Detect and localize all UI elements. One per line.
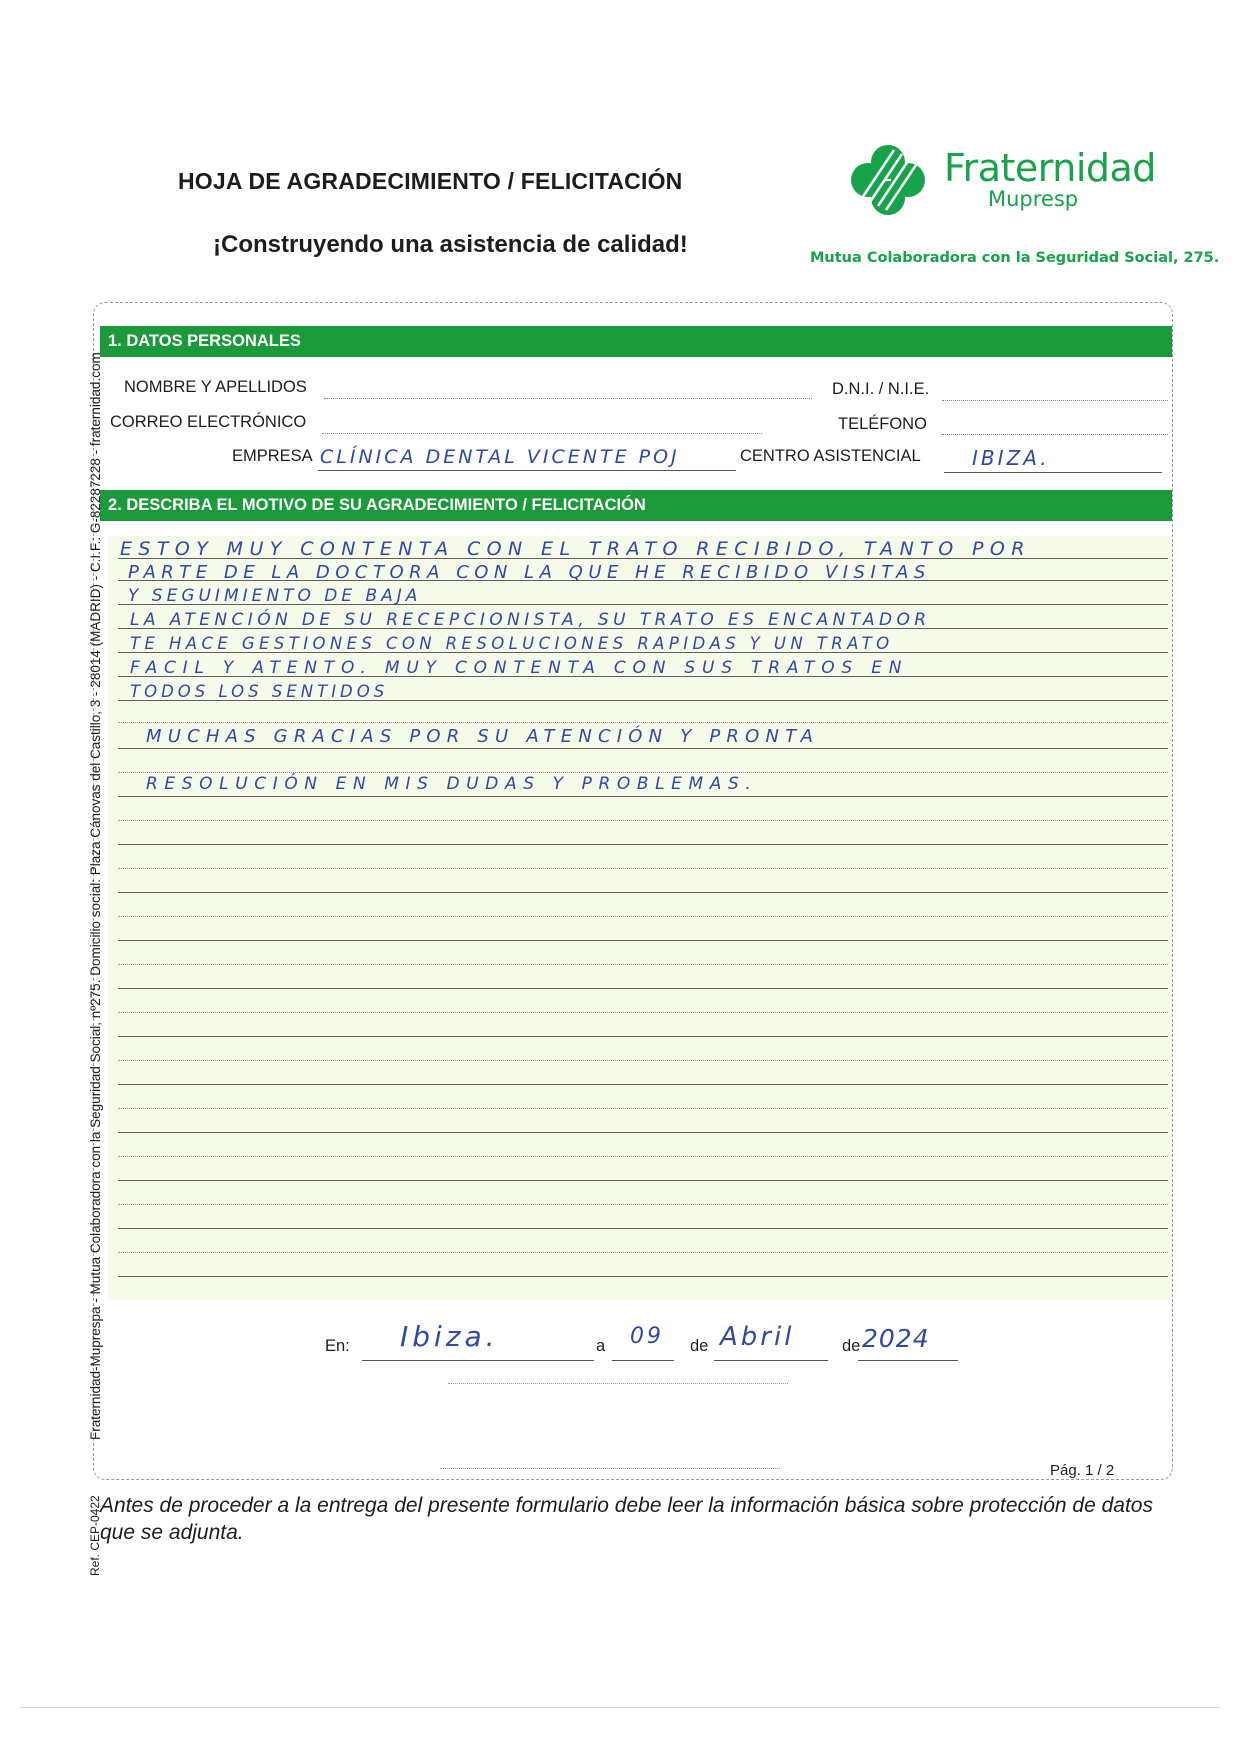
- signature-line[interactable]: [448, 1383, 788, 1384]
- year-value: 2024: [862, 1324, 930, 1353]
- page-bottom-edge: [20, 1707, 1220, 1708]
- comment-line-7: TODOS LOS SENTIDOS: [130, 682, 389, 701]
- month-field[interactable]: [714, 1360, 828, 1361]
- year-field[interactable]: [858, 1360, 958, 1361]
- centro-value: IBIZA.: [972, 446, 1050, 470]
- side-legal-text: Fraternidad-Muprespa - Mutua Colaboradora con la Seguridad Social, nº275. Domicilio social: Plaza Cánovas del Castillo, 3 - 28014 (MADRID) - C.I.F.: G-82287228 - fraternidad.com: [88, 352, 103, 1440]
- comment-line-2: PARTE DE LA DOCTORA CON LA QUE HE RECIBIDO VISITAS: [128, 562, 931, 583]
- telefono-field[interactable]: [942, 434, 1168, 435]
- page-number: Pág. 1 / 2: [1050, 1462, 1115, 1479]
- telefono-label: TELÉFONO: [838, 415, 927, 433]
- section-2-header: 2. DESCRIBA EL MOTIVO DE SU AGRADECIMIENTO / FELICITACIÓN: [100, 490, 1172, 521]
- nombre-label: NOMBRE Y APELLIDOS: [124, 378, 307, 396]
- brand-tagline: Mutua Colaboradora con la Seguridad Social, 275.: [810, 250, 1220, 266]
- brand-sub: Mupresp: [988, 187, 1079, 211]
- dni-field[interactable]: [942, 400, 1168, 401]
- comment-line-4: LA ATENCIÓN DE SU RECEPCIONISTA, SU TRATO ES ENCANTADOR: [130, 610, 931, 630]
- empresa-field[interactable]: [318, 470, 736, 471]
- centro-label: CENTRO ASISTENCIAL: [740, 447, 921, 465]
- empresa-value: CLÍNICA DENTAL VICENTE POJ: [320, 446, 680, 468]
- centro-field[interactable]: [944, 472, 1162, 473]
- month-value: Abril: [720, 1322, 795, 1352]
- comment-line-8: MUCHAS GRACIAS POR SU ATENCIÓN Y PRONTA: [146, 726, 820, 747]
- brand-name: Fraternidad: [944, 146, 1156, 190]
- fraternidad-logo-icon: [840, 140, 940, 220]
- comment-line-1: ESTOY MUY CONTENTA CON EL TRATO RECIBIDO, TANTO POR: [120, 538, 1031, 560]
- en-label: En:: [325, 1337, 350, 1355]
- correo-field[interactable]: [322, 433, 762, 434]
- form-subtitle: ¡Construyendo una asistencia de calidad!: [213, 231, 688, 258]
- comment-line-9: RESOLUCIÓN EN MIS DUDAS Y PROBLEMAS.: [146, 774, 758, 794]
- dni-label: D.N.I. / N.I.E.: [832, 380, 930, 398]
- day-field[interactable]: [612, 1360, 674, 1361]
- bottom-dotted-line: [440, 1468, 780, 1469]
- de-label-1: de: [690, 1337, 709, 1355]
- reference-code: Ref. CEP-0422: [88, 1495, 102, 1576]
- section-1-header: 1. DATOS PERSONALES: [100, 326, 1172, 357]
- form-title: HOJA DE AGRADECIMIENTO / FELICITACIÓN: [178, 168, 683, 194]
- a-label: a: [596, 1337, 606, 1355]
- place-field[interactable]: [362, 1360, 594, 1361]
- comment-line-6: FACIL Y ATENTO. MUY CONTENTA CON SUS TRATOS EN: [130, 658, 909, 678]
- day-value: 09: [630, 1324, 664, 1349]
- de-label-2: de: [842, 1337, 861, 1355]
- comment-line-5: TE HACE GESTIONES CON RESOLUCIONES RAPIDAS Y UN TRATO: [130, 634, 894, 653]
- correo-label: CORREO ELECTRÓNICO: [110, 413, 307, 431]
- empresa-label: EMPRESA: [232, 447, 313, 465]
- place-value: Ibiza.: [400, 1320, 499, 1353]
- comment-line-3: Y SEGUIMIENTO DE BAJA: [128, 586, 422, 606]
- data-protection-notice: Antes de proceder a la entrega del presente formulario debe leer la información básica sobre protección de datos que se adjunta.: [100, 1494, 1153, 1544]
- comment-area[interactable]: [108, 536, 1172, 1300]
- nombre-field[interactable]: [324, 398, 812, 399]
